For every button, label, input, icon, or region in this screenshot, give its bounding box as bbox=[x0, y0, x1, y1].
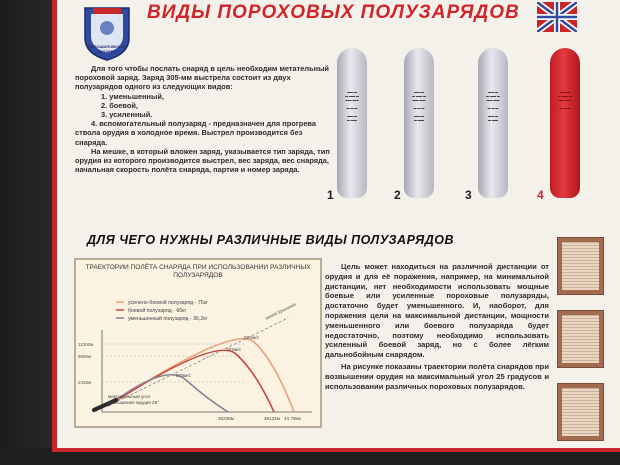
body-paragraph-2: На рисунке показаны траектории полёта снарядов при возвышении орудия на максимальный угол 25 градусов и использовании различных пороховых полузарядов. bbox=[325, 361, 549, 391]
line-of-fire bbox=[108, 318, 288, 406]
charge-number-4: 4 bbox=[537, 188, 544, 202]
charge-number-3: 3 bbox=[465, 188, 472, 202]
museum-poster bbox=[52, 0, 620, 452]
peak-label: 578м/с bbox=[176, 374, 192, 379]
peak-label: 822м/с bbox=[244, 336, 260, 341]
range-label: 36132м bbox=[264, 416, 280, 421]
charge-types-list bbox=[75, 92, 330, 120]
intro-paragraph-2: 4. вспомогательный полузаряд - предназначен для прогрева ствола орудия в холодное время. Выстрел производится без снаряда. bbox=[75, 119, 316, 147]
line-of-fire-label: линия бросания bbox=[264, 301, 297, 321]
y-tick-label: 9550м bbox=[78, 354, 92, 359]
legend-label: уменьшенный полузаряд - 36,2кг bbox=[128, 316, 208, 322]
charge-bag-1: ▬▬ ▬ ▬ ▬▬ ▬ ▬▬ ▬▬ ▬ ▬ ▬ ▬▬ ▬ ▬ ▬▬ bbox=[337, 48, 367, 198]
legend-label: боевой полузаряд - 66кг bbox=[128, 308, 187, 314]
document-photo-2 bbox=[557, 310, 604, 368]
emblem-caption: ВОРОШИЛОВСКАЯ БАТАРЕЯ bbox=[87, 44, 127, 54]
chart-title: ТРАЕКТОРИИ ПОЛЁТА СНАРЯДА ПРИ ИСПОЛЬЗОВАНИИ РАЗЛИЧНЫХ ПОЛУЗАРЯДОВ bbox=[85, 264, 311, 279]
intro-paragraph-1: Для того чтобы послать снаряд в цель необходим метательный пороховой заряд. Заряд 305-мм выстрела состоит из двух полузарядов одного из следующих видов: bbox=[75, 64, 329, 92]
range-label: 26236м bbox=[218, 416, 234, 421]
charge-bag-2: ▬▬ ▬ ▬ ▬▬ ▬ ▬▬ ▬▬ ▬ ▬ ▬ ▬▬ ▬ ▬ ▬▬ bbox=[404, 48, 434, 198]
peak-label: 762м/с bbox=[226, 348, 242, 353]
angle-note-line-2: возвышения орудия 25° bbox=[108, 400, 160, 405]
y-tick-label: 11000м bbox=[78, 342, 94, 347]
dark-wall-left bbox=[0, 0, 60, 465]
intro-text bbox=[75, 64, 330, 174]
section-title: ДЛЯ ЧЕГО НУЖНЫ РАЗЛИЧНЫЕ ВИДЫ ПОЛУЗАРЯДОВ bbox=[87, 233, 455, 247]
charge-number-2: 2 bbox=[394, 188, 401, 202]
charge-bag-4: ▬▬ ▬ ▬ ▬▬ ▬ ▬▬ ▬▬ ▬ ▬ ▬ bbox=[550, 48, 580, 198]
range-label: 44 79км bbox=[284, 416, 301, 421]
intro-paragraph-3: На мешке, в который вложен заряд, указывается тип заряда, тип орудия из которого производится выстрел, вес заряда, вес снаряда, начальная скорость полёта снаряда, партия и номер заряда. bbox=[75, 146, 330, 175]
naval-jack-flag-icon bbox=[537, 2, 577, 32]
explanation-text bbox=[325, 262, 549, 391]
list-item: 3. усиленный. bbox=[101, 110, 153, 120]
page-title: ВИДЫ ПОРОХОВЫХ ПОЛУЗАРЯДОВ bbox=[147, 2, 520, 23]
legend-label: усилено-боевой полузаряд - 76кг bbox=[128, 300, 208, 306]
body-paragraph-1: Цель может находиться на различной дистанции от орудия и для её поражения, например, на минимальной дистанции, нет необходимости использовать мощные боевые или усиленные пороховые полузаряды, достаточно будет уменьшенного. И, наоборот, для поражения цели на максимальной дистанции, мощности уменьшенного или боевого полузаряда будет недостаточно, поэтому необходимо использовать усиленный боевой заряд, но с более лёгким дальнобойным снарядом. bbox=[325, 262, 549, 360]
angle-note-line-1: максимальный угол bbox=[108, 394, 151, 399]
trajectory-plot bbox=[76, 260, 320, 426]
document-photo-1 bbox=[557, 237, 604, 295]
charge-bag-3: ▬▬ ▬ ▬ ▬▬ ▬ ▬▬ ▬▬ ▬ ▬ ▬ ▬▬ ▬ ▬ ▬▬ bbox=[478, 48, 508, 198]
battery-emblem bbox=[79, 4, 135, 62]
trajectory-chart bbox=[74, 258, 322, 428]
charge-number-1: 1 bbox=[327, 188, 334, 202]
list-item: 1. уменьшенный, bbox=[101, 91, 164, 101]
document-photo-3 bbox=[557, 383, 604, 441]
y-tick-label: 2435м bbox=[78, 380, 92, 385]
list-item: 2. боевой, bbox=[101, 100, 138, 110]
